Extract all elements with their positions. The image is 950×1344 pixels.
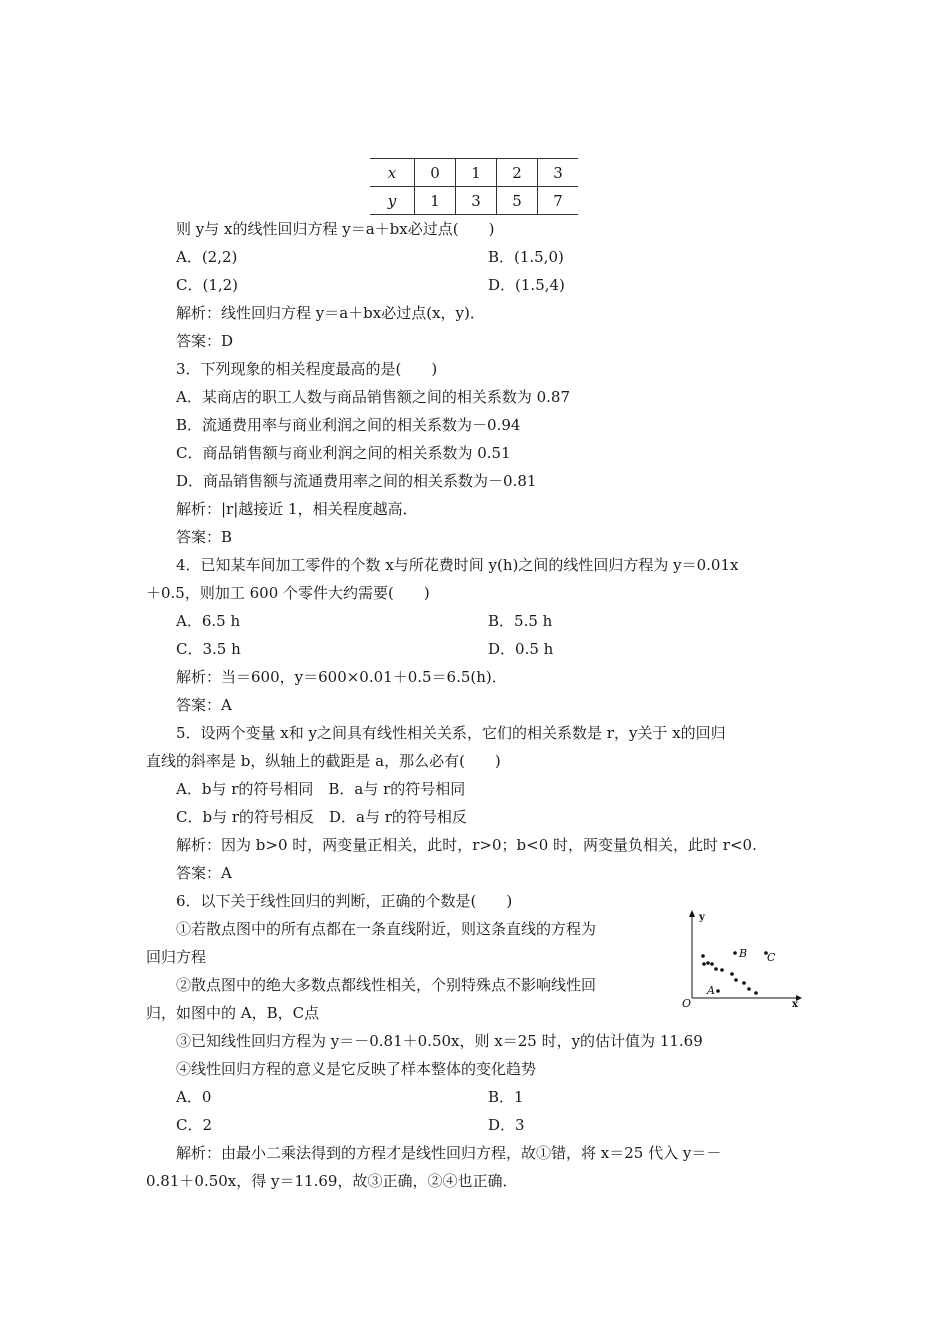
q6-option-c: C．2 [176, 1116, 213, 1134]
q6-option-a: A．0 [176, 1088, 212, 1106]
table-cell: 1 [415, 187, 456, 215]
q4-option-c: C．3.5 h [176, 640, 241, 658]
q6-statement-4: ④线性回归方程的意义是它反映了样本整体的变化趋势 [176, 1060, 537, 1078]
q6-statement-2-line2: 归，如图中的 A，B，C点 [146, 1004, 320, 1022]
q3-option-c: C．商品销售额与商业利润之间的相关系数为 0.51 [176, 444, 511, 462]
point-label-a: A [707, 984, 715, 997]
q4-option-d: D．0.5 h [488, 640, 554, 658]
q5-options-cd: C．b与 r的符号相反 D．a与 r的符号相反 [176, 808, 467, 826]
scatter-point-a [716, 989, 720, 993]
q3-stem: 3．下列现象的相关程度最高的是( ) [176, 360, 438, 378]
table-row [370, 159, 578, 187]
scatter-point [702, 962, 706, 966]
q6-option-b: B．1 [488, 1088, 524, 1106]
q4-option-a: A．6.5 h [176, 612, 241, 630]
q2-option-d: D．(1.5,4) [488, 276, 565, 294]
q6-analysis-line1: 解析：由最小二乘法得到的方程才是线性回归方程，故①错，将 x＝25 代入 y＝－ [176, 1144, 722, 1162]
q5-answer: 答案：A [176, 864, 232, 882]
q5-analysis: 解析：因为 b>0 时，两变量正相关，此时，r>0；b<0 时，两变量负相关，此时 r<0. [176, 836, 757, 854]
scatter-point [742, 981, 746, 985]
q4-stem-line2: ＋0.5，则加工 600 个零件大约需要( ) [146, 584, 430, 602]
scatter-plot-figure [678, 908, 808, 1008]
scatter-point [754, 991, 758, 995]
q6-statement-3: ③已知线性回归方程为 y＝－0.81＋0.50x，则 x＝25 时，y的估计值为 11.69 [176, 1032, 703, 1050]
q4-option-b: B．5.5 h [488, 612, 553, 630]
scatter-point [706, 961, 710, 965]
table-cell: 3 [456, 187, 497, 215]
q3-option-d: D．商品销售额与流通费用率之间的相关系数为－0.81 [176, 472, 537, 490]
table-row [370, 187, 578, 215]
xy-data-table [370, 158, 578, 215]
point-label-b: B [739, 947, 748, 960]
scatter-point [710, 962, 714, 966]
q6-option-d: D．3 [488, 1116, 525, 1134]
point-label-c: C [767, 951, 776, 964]
y-axis-arrow-icon [689, 910, 695, 917]
scatter-point [701, 954, 705, 958]
scatter-point [747, 987, 751, 991]
scatter-point-b [733, 951, 737, 955]
q2-option-a: A．(2,2) [176, 248, 238, 266]
q4-answer: 答案：A [176, 696, 232, 714]
table-cell: 7 [538, 187, 579, 215]
table-cell: 0 [415, 159, 456, 187]
q2-stem: 则 y与 x的线性回归方程 y＝a＋bx必过点( ) [176, 220, 495, 238]
scatter-point [720, 968, 724, 972]
q2-analysis: 解析：线性回归方程 y＝a＋bx必过点(x，y)． [176, 304, 485, 322]
q5-stem-line1: 5．设两个变量 x和 y之间具有线性相关关系，它们的相关系数是 r，y关于 x的回归 [176, 724, 726, 742]
y-axis-label: y [699, 912, 705, 923]
q5-options-ab: A．b与 r的符号相同 B．a与 r的符号相同 [176, 780, 466, 798]
q6-statement-1-line2: 回归方程 [146, 948, 207, 966]
q3-option-b: B．流通费用率与商业利润之间的相关系数为－0.94 [176, 416, 521, 434]
q6-statement-2-line1: ②散点图中的绝大多数点都线性相关，个别特殊点不影响线性回 [176, 976, 597, 994]
q6-stem: 6．以下关于线性回归的判断，正确的个数是( ) [176, 892, 513, 910]
x-axis-label: x [792, 999, 798, 1008]
table-cell: 1 [456, 159, 497, 187]
table-cell: 2 [497, 159, 538, 187]
table-cell: 5 [497, 187, 538, 215]
scatter-point [734, 978, 738, 982]
origin-label: O [682, 997, 692, 1008]
q3-analysis: 解析：|r|越接近 1，相关程度越高． [176, 500, 418, 518]
table-cell: 3 [538, 159, 579, 187]
scatter-point [714, 967, 718, 971]
scatter-point [730, 972, 734, 976]
table-row-label: y [370, 187, 415, 215]
q4-analysis: 解析：当＝600，y＝600×0.01＋0.5＝6.5(h)． [176, 668, 507, 686]
q3-answer: 答案：B [176, 528, 233, 546]
q2-option-b: B．(1.5,0) [488, 248, 564, 266]
q4-stem-line1: 4．已知某车间加工零件的个数 x与所花费时间 y(h)之间的线性回归方程为 y＝0.01x [176, 556, 739, 574]
q6-statement-1-line1: ①若散点图中的所有点都在一条直线附近，则这条直线的方程为 [176, 920, 597, 938]
q2-option-c: C．(1,2) [176, 276, 239, 294]
q3-option-a: A．某商店的职工人数与商品销售额之间的相关系数为 0.87 [176, 388, 571, 406]
table-row-label: x [370, 159, 415, 187]
q6-analysis-line2: 0.81＋0.50x，得 y＝11.69，故③正确，②④也正确． [146, 1172, 518, 1190]
q2-answer: 答案：D [176, 332, 234, 350]
q5-stem-line2: 直线的斜率是 b，纵轴上的截距是 a，那么必有( ) [146, 752, 501, 770]
